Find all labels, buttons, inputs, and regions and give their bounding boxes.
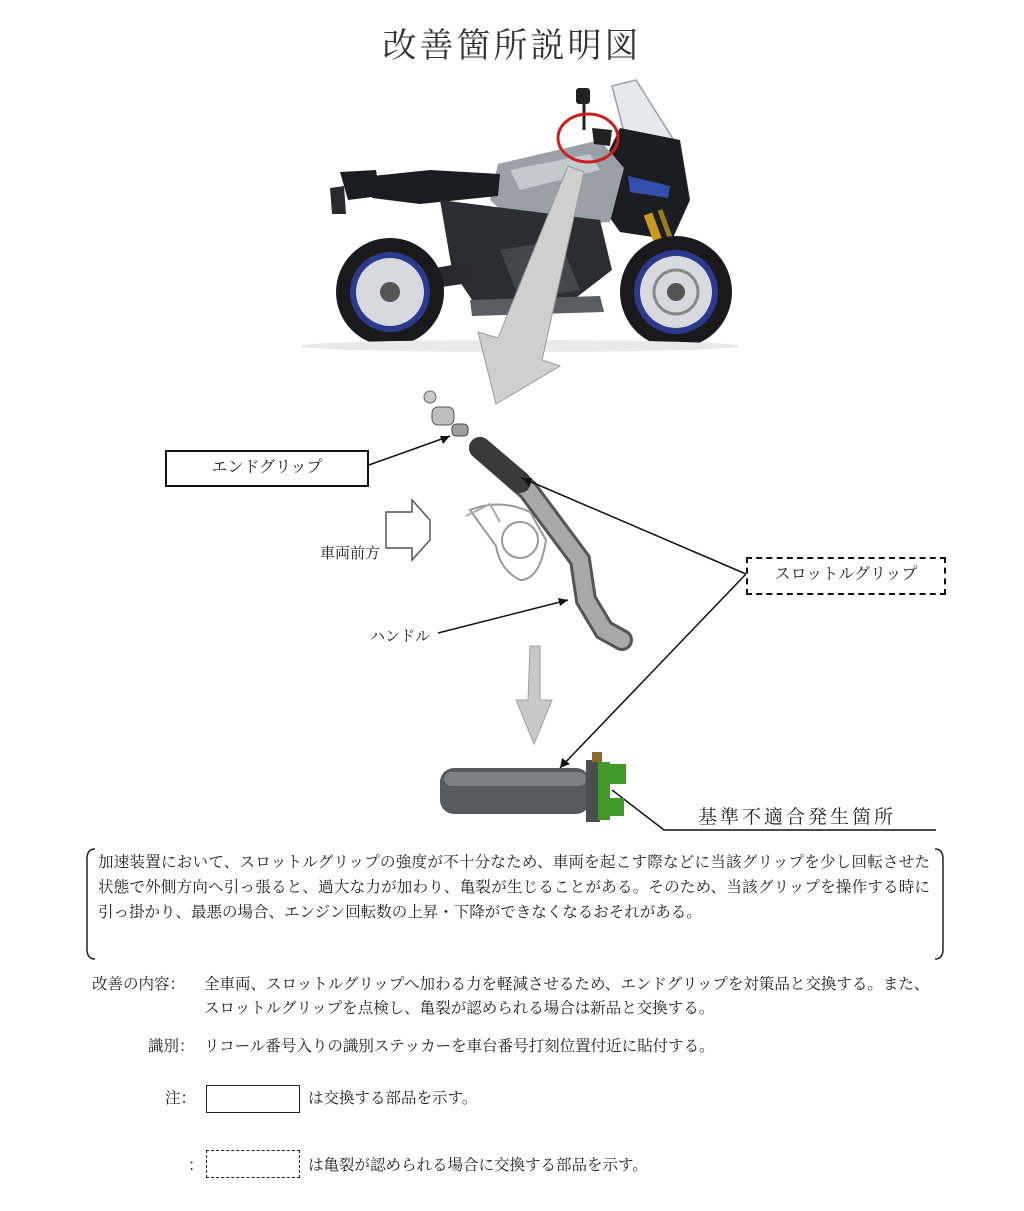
end-grip-leader [366,436,450,466]
note-label: 注： [165,1089,197,1107]
improvement-label: 改善の内容： [92,975,186,993]
end-grip-parts [424,391,468,436]
throttle-grip-closeup [440,752,626,822]
handlebar-leader [438,600,568,633]
defect-description: 加速装置において、スロットルグリップの強度が不十分なため、車両を起こす際などに当該グリップを少し回転させた状態で外側方向へ引っ張ると、過大な力が加わり、亀裂が生じることがある。そのため、当該グリップを操作する時に引っ掛かり、最悪の場合、エンジン回転数の上昇・下降ができなくなるおそれがある。 [98,853,930,921]
identification-text: リコール番号入りの識別ステッカーを車台番号打刻位置付近に貼付する。 [204,1037,715,1055]
legend-solid-box [206,1085,300,1113]
nonconformity-label: 基準不適合発生箇所 [698,806,897,828]
identification-label: 識別： [148,1037,195,1055]
page-title: 改善箇所説明図 [382,26,642,66]
handlebar-label: ハンドル [370,627,431,645]
improvement-text: 全車両、スロットルグリップへ加わる力を軽減させるため、エンドグリップを対策品と交換する。また、スロットルグリップを点検し、亀裂が認められる場合は新品と交換する。 [204,975,930,1017]
note-solid-text: は交換する部品を示す。 [308,1089,478,1107]
legend-dashed-box [206,1150,300,1178]
note-dashed-text: は亀裂が認められる場合に交換する部品を示す。 [308,1156,648,1174]
front-direction-arrow [386,500,430,560]
zoom-arrow-2 [516,646,552,744]
end-grip-label: エンドグリップ [165,450,369,487]
throttle-grip-label: スロットルグリップ [746,557,946,595]
vehicle-front-label: 車両前方 [320,544,381,562]
handlebar-assembly [466,448,622,640]
note-colon: ： [188,1156,204,1174]
